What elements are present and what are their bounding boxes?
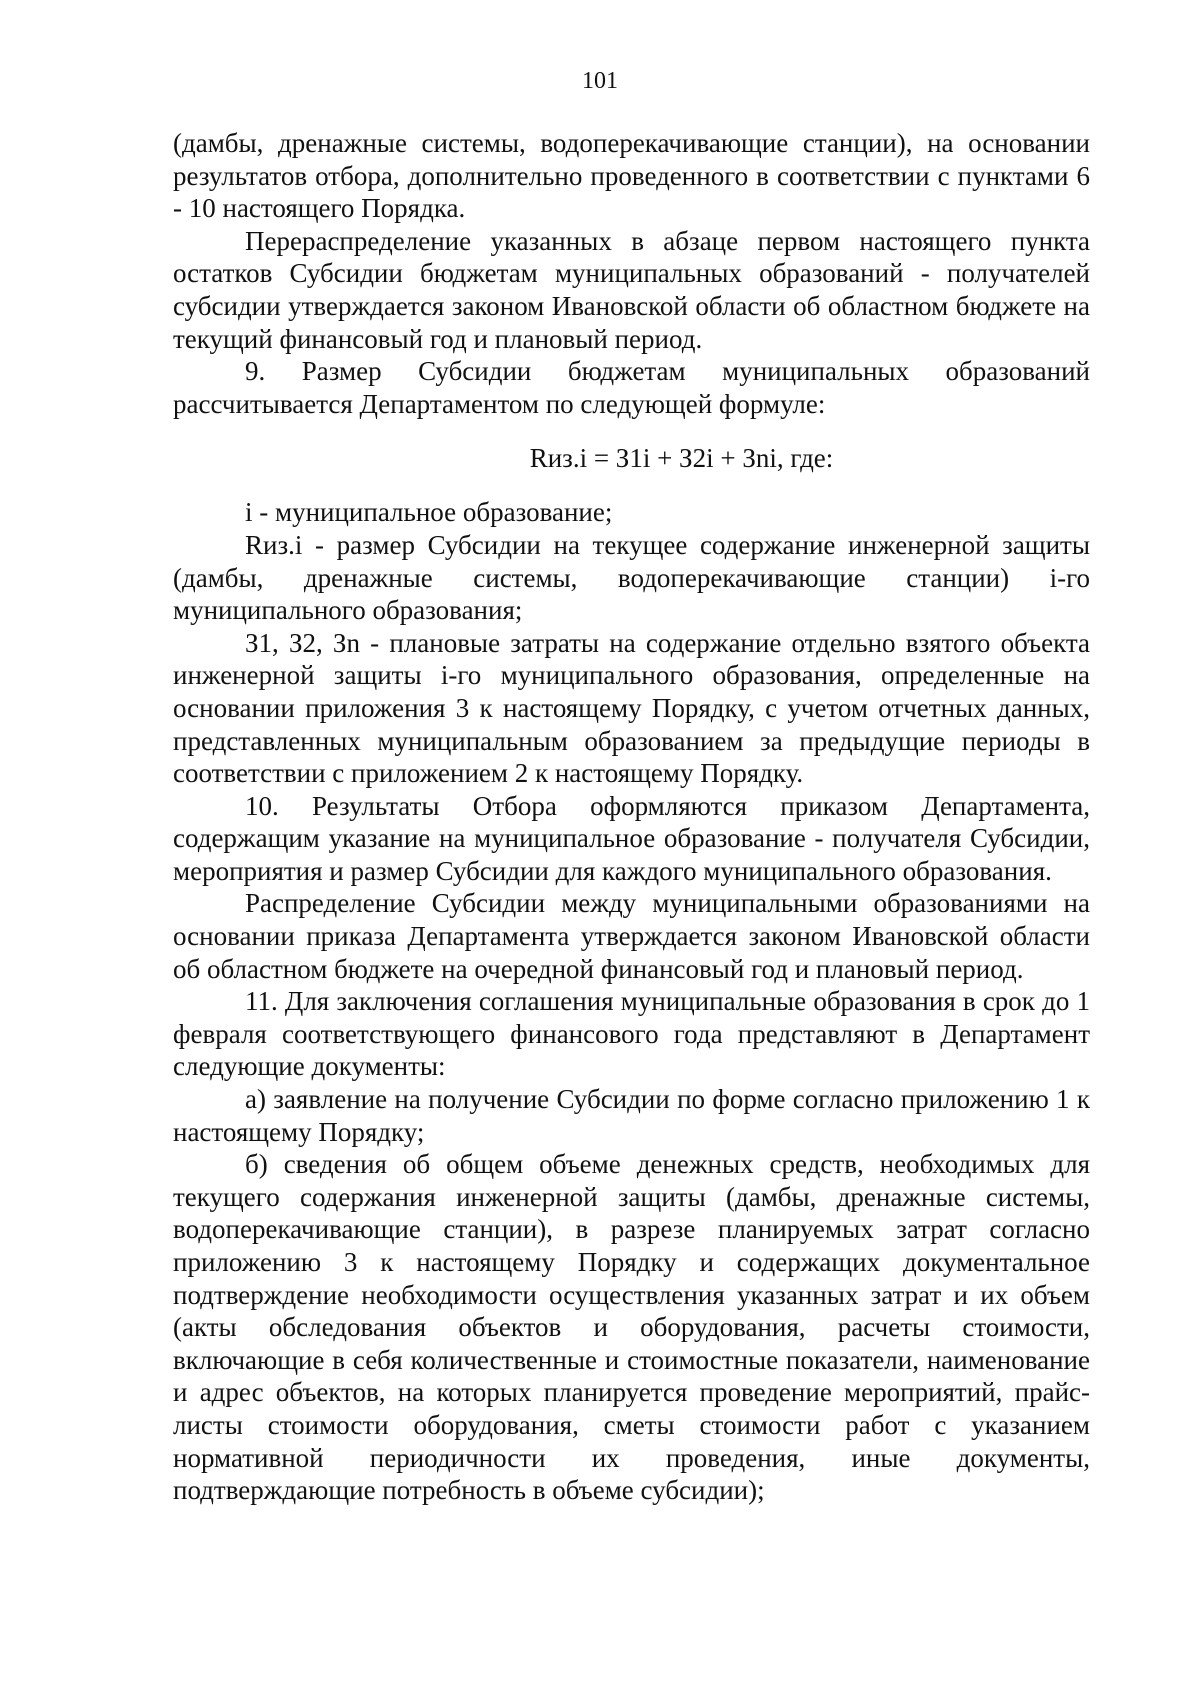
paragraph-distribution: Распределение Субсидии между муниципальными образованиями на основании приказа Департамента утверждается законом Ивановской области об областном бюджете на очередной финансовый год и плановый период. <box>173 888 1090 984</box>
paragraph-redistribution: Перераспределение указанных в абзаце первом настоящего пункта остатков Субсидии бюджетам муниципальных образований - получателей субсидии утверждается законом Ивановской области об областном бюджете на текущий финансовый год и плановый период. <box>173 225 1090 354</box>
paragraph-item-9: 9. Размер Субсидии бюджетам муниципальных образований рассчитывается Департаментом по следующей формуле: <box>173 356 1090 419</box>
definition-costs: З1, З2, Зn - плановые затраты на содержание отдельно взятого объекта инженерной защиты i-го муниципального образования, определенные на основании приложения 3 к настоящему Порядку, с учетом отчетных данных, представленных муниципальным образованием за предыдущие периоды в соответствии с приложением 2 к настоящему Порядку. <box>173 627 1090 789</box>
document-body <box>173 127 1090 1507</box>
definition-riz: Rиз.i - размер Субсидии на текущее содержание инженерной защиты (дамбы, дренажные системы, водоперекачивающие станции) i-го муниципального образования; <box>173 529 1090 626</box>
list-item-a: а) заявление на получение Субсидии по форме согласно приложению 1 к настоящему Порядку; <box>173 1084 1090 1147</box>
subsidy-formula: Rиз.i = З1i + З2i + Зni, где: <box>529 443 834 474</box>
list-item-b: б) сведения об общем объеме денежных средств, необходимых для текущего содержания инженерной защиты (дамбы, дренажные системы, водоперекачивающие станции), в разрезе планируемых затрат согласно приложению 3 к настоящему Порядку и содержащих документальное подтверждение необходимости осуществления указанных затрат и их объем (акты обследования объектов и оборудования, расчеты стоимости, включающие в себя количественные и стоимостные показатели, наименование и адрес объектов, на которых планируется проведение мероприятий, прайс-листы стоимости оборудования, сметы стоимости работ с указанием нормативной периодичности их проведения, иные документы, подтверждающие потребность в объеме субсидии); <box>173 1149 1090 1506</box>
page-number: 101 <box>582 68 618 94</box>
paragraph-item-10: 10. Результаты Отбора оформляются приказом Департамента, содержащим указание на муниципальное образование - получателя Субсидии, мероприятия и размер Субсидии для каждого муниципального образования. <box>173 790 1090 886</box>
paragraph-continuation: (дамбы, дренажные системы, водоперекачивающие станции), на основании результатов отбора, дополнительно проведенного в соответствии с пунктами 6 - 10 настоящего Порядка. <box>173 128 1090 224</box>
paragraph-item-11: 11. Для заключения соглашения муниципальные образования в срок до 1 февраля соответствующего финансового года представляют в Департамент следующие документы: <box>173 986 1090 1082</box>
definition-i: i - муниципальное образование; <box>245 497 613 528</box>
